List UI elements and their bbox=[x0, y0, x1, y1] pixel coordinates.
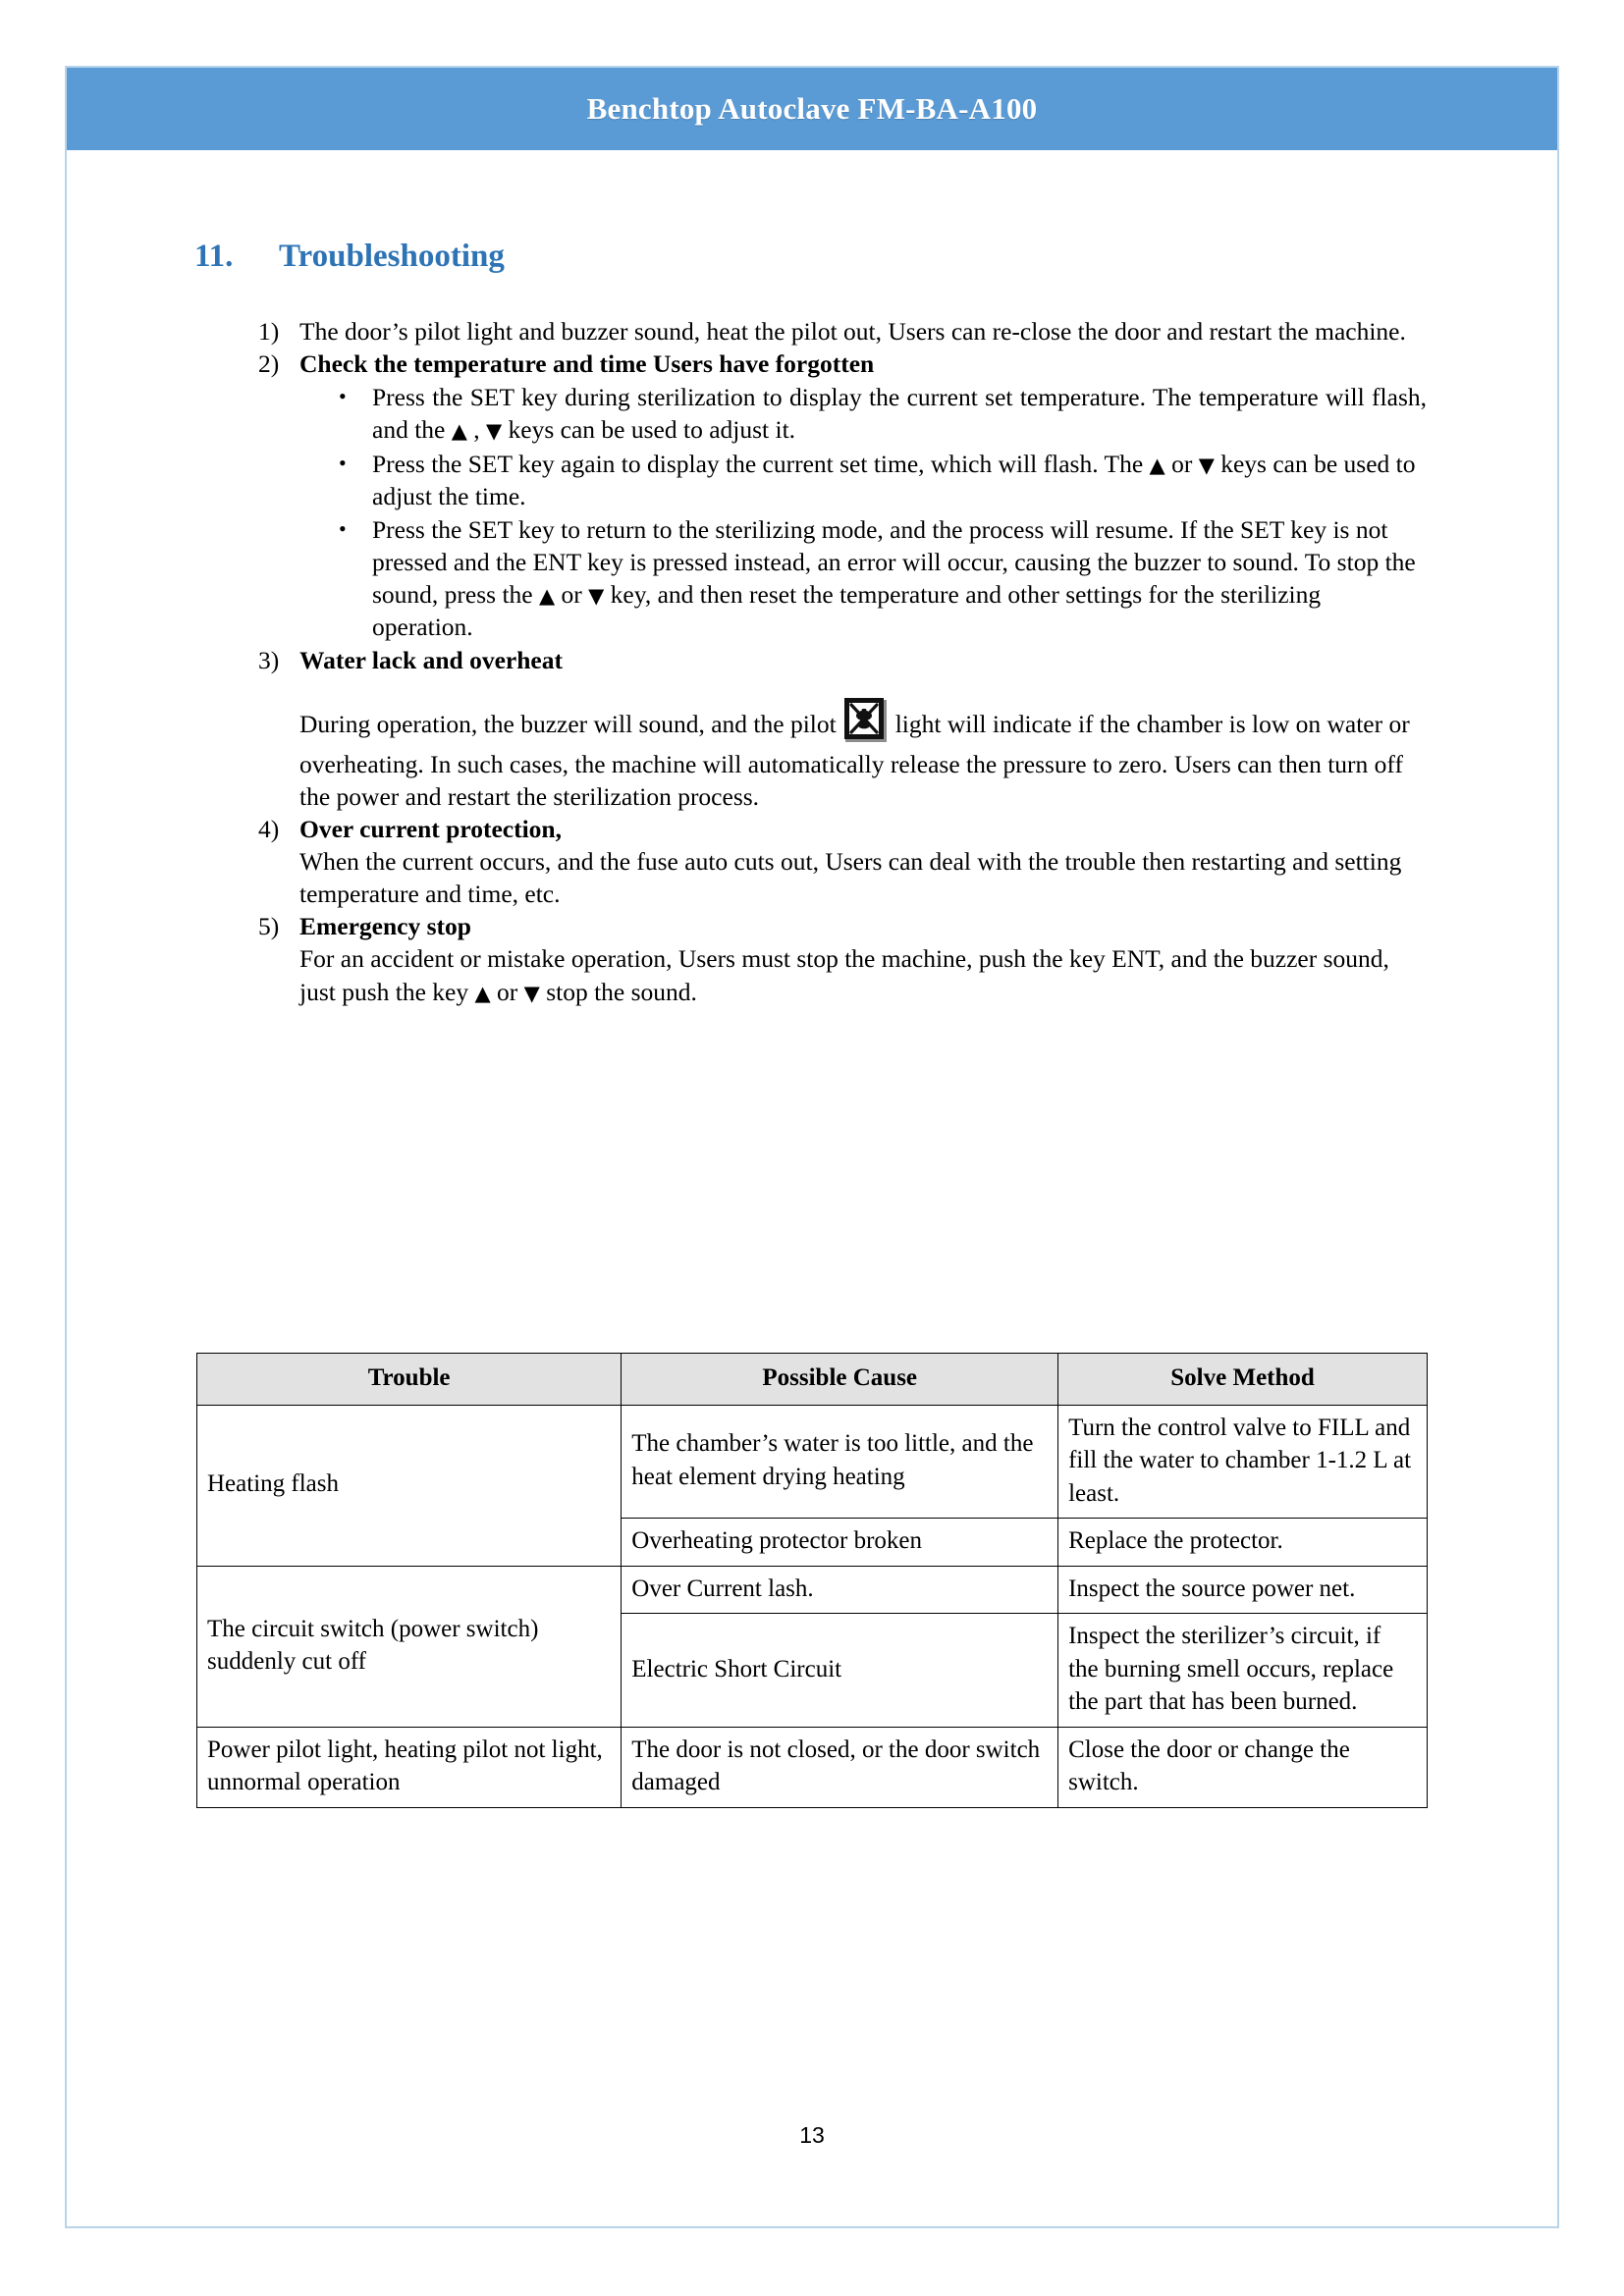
troubleshooting-table bbox=[196, 1353, 1428, 1808]
arrow-up-icon: ▲ bbox=[451, 419, 467, 444]
bullet-item-2 bbox=[339, 448, 1427, 512]
list-item-1 bbox=[258, 315, 1427, 347]
column-header-possible-cause: Possible Cause bbox=[622, 1354, 1058, 1406]
list-marker: 1) bbox=[258, 317, 280, 346]
list-item-body bbox=[299, 942, 1427, 1007]
arrow-down-icon: ▼ bbox=[523, 981, 540, 1005]
bullet-text-part2: key, and then reset the temperature and other settings for the sterilizing operation. bbox=[372, 580, 1322, 642]
cell-trouble: Power pilot light, heating pilot not light, unnormal operation bbox=[197, 1727, 622, 1807]
troubleshooting-list bbox=[258, 315, 1427, 1008]
list-item-heading: Water lack and overheat bbox=[299, 646, 563, 675]
list-item-body-part1: For an accident or mistake operation, Users must stop the machine, push the key ENT, and the buzzer sound, just push the key bbox=[299, 944, 1389, 1006]
list-item-4 bbox=[258, 813, 1427, 910]
cell-trouble: Heating flash bbox=[197, 1405, 622, 1566]
bullet-text-part2: keys can be used to adjust it. bbox=[502, 415, 796, 445]
list-item-body: When the current occurs, and the fuse auto cuts out, Users can deal with the trouble then restarting and setting temperature and time, etc. bbox=[299, 846, 1402, 909]
list-marker: 2) bbox=[258, 349, 280, 379]
list-item-text: The door’s pilot light and buzzer sound, heat the pilot out, Users can re-close the door and restart the machine. bbox=[299, 317, 1406, 346]
cell-solve: Inspect the source power net. bbox=[1058, 1566, 1428, 1614]
arrow-up-icon: ▲ bbox=[538, 584, 556, 609]
table-header-row bbox=[197, 1354, 1428, 1406]
column-header-solve-method: Solve Method bbox=[1058, 1354, 1428, 1406]
cell-solve: Close the door or change the switch. bbox=[1058, 1727, 1428, 1807]
bullet-text-part1: Press the SET key again to display the current set time, which will flash. The bbox=[372, 449, 1150, 478]
section-heading bbox=[194, 239, 505, 275]
cell-solve: Replace the protector. bbox=[1058, 1519, 1428, 1567]
bullet-item-1 bbox=[339, 381, 1427, 446]
bullet-dot-icon: • bbox=[339, 450, 347, 475]
bullet-text bbox=[372, 448, 1427, 512]
water-lack-overheat-pilot-icon bbox=[842, 697, 888, 742]
bullet-text bbox=[372, 381, 1427, 446]
cell-solve: Inspect the sterilizer’s circuit, if the burning smell occurs, replace the part that has been burned. bbox=[1058, 1614, 1428, 1728]
bullet-text bbox=[372, 513, 1427, 644]
list-marker: 4) bbox=[258, 814, 280, 843]
cell-cause: Over Current lash. bbox=[622, 1566, 1058, 1614]
list-item-heading: Over current protection, bbox=[299, 814, 562, 843]
bullet-text-part1: Press the SET key to return to the sterilizing mode, and the process will resume. If the SET key is not pressed and the ENT key is pressed instead, an error will occur, causing the buzzer to sound. To stop the sound, press the bbox=[372, 514, 1416, 610]
bullet-text-part1: Press the SET key during sterilization to display the current set temperature. The temperature will flash, and the bbox=[372, 383, 1427, 445]
table-row bbox=[197, 1566, 1428, 1614]
list-item-5 bbox=[258, 910, 1427, 1007]
page-title: Troubleshooting bbox=[279, 239, 505, 274]
list-item-body-mid: or bbox=[490, 977, 524, 1006]
bullet-text-part2: keys can be used to adjust the time. bbox=[372, 449, 1416, 510]
sub-bullet-list bbox=[299, 381, 1427, 643]
bullet-text-mid: or bbox=[555, 580, 589, 610]
document-title: Benchtop Autoclave FM-BA-A100 bbox=[586, 91, 1038, 126]
list-item-heading: Check the temperature and time Users have forgotten bbox=[299, 349, 875, 379]
list-item-body bbox=[299, 703, 1427, 813]
list-marker: 3) bbox=[258, 646, 280, 675]
cell-trouble: The circuit switch (power switch) suddenly cut off bbox=[197, 1566, 622, 1727]
list-item-body-part2: light will indicate if the chamber is low on water or overheating. In such cases, the machine will automatically release the pressure to zero. Users can then turn off the power and restart the sterilization process. bbox=[299, 709, 1410, 811]
arrow-down-icon: ▼ bbox=[588, 584, 605, 609]
column-header-trouble: Trouble bbox=[197, 1354, 622, 1406]
page-number: 13 bbox=[799, 2122, 825, 2148]
cell-cause: Electric Short Circuit bbox=[622, 1614, 1058, 1728]
document-header-banner bbox=[67, 68, 1557, 150]
bullet-text-mid: , bbox=[466, 415, 487, 445]
list-marker: 5) bbox=[258, 912, 280, 941]
bullet-dot-icon: • bbox=[339, 384, 347, 409]
bullet-text-mid: or bbox=[1164, 449, 1199, 478]
arrow-down-icon: ▼ bbox=[1198, 453, 1215, 477]
arrow-down-icon: ▼ bbox=[486, 419, 503, 444]
bullet-item-3 bbox=[339, 513, 1427, 644]
list-item-3 bbox=[258, 644, 1427, 812]
table-row bbox=[197, 1727, 1428, 1807]
cell-solve: Turn the control valve to FILL and fill the water to chamber 1-1.2 L at least. bbox=[1058, 1405, 1428, 1519]
list-item-heading: Emergency stop bbox=[299, 912, 471, 941]
list-item-body-part2: stop the sound. bbox=[539, 977, 697, 1006]
bullet-dot-icon: • bbox=[339, 515, 347, 541]
cell-cause: Overheating protector broken bbox=[622, 1519, 1058, 1567]
list-item-body-part1: During operation, the buzzer will sound, and the pilot bbox=[299, 709, 837, 738]
page-content bbox=[67, 150, 1557, 2226]
cell-cause: The door is not closed, or the door switch damaged bbox=[622, 1727, 1058, 1807]
arrow-up-icon: ▲ bbox=[474, 981, 491, 1005]
list-item-2 bbox=[258, 347, 1427, 644]
section-number: 11. bbox=[194, 239, 234, 274]
arrow-up-icon: ▲ bbox=[1149, 453, 1165, 477]
cell-cause: The chamber’s water is too little, and the heat element drying heating bbox=[622, 1405, 1058, 1519]
table-row bbox=[197, 1405, 1428, 1519]
